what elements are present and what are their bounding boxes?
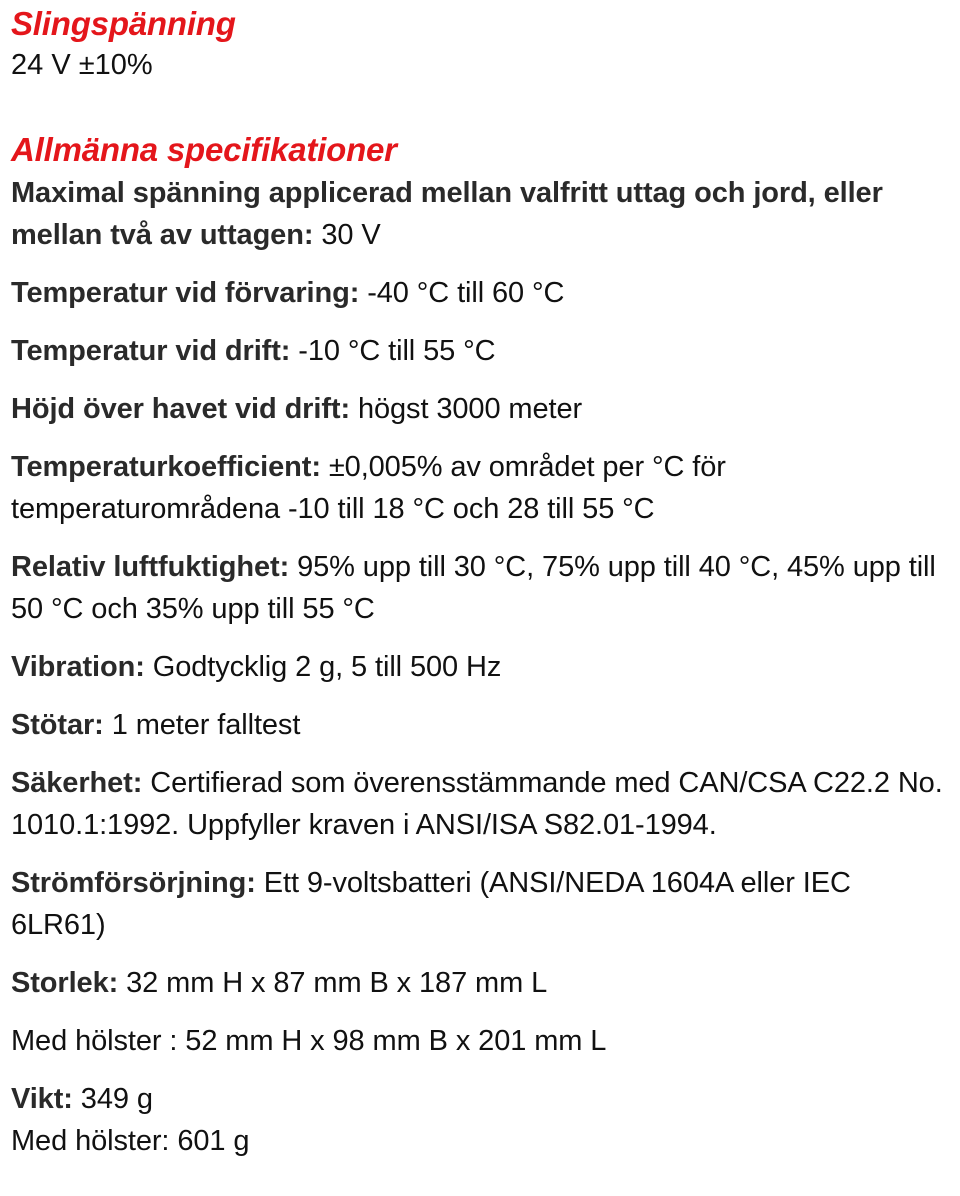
spec-temp-coefficient-label: Temperaturkoefficient: <box>11 451 321 483</box>
spec-safety-label: Säkerhet: <box>11 767 143 799</box>
spec-power-value: Ett 9-voltsbatteri (ANSI/NEDA 1604A eller IEC 6LR61) <box>11 867 851 941</box>
spec-safety <box>11 762 950 846</box>
spec-temp-coefficient-value: ±0,005% av området per °C för temperaturområdena -10 till 18 °C och 28 till 55 °C <box>11 451 726 525</box>
spec-power <box>11 862 950 946</box>
spec-humidity-value: 95% upp till 30 °C, 75% upp till 40 °C, 45% upp till 50 °C och 35% upp till 55 °C <box>11 551 936 625</box>
spec-weight-label: Vikt: <box>11 1083 73 1115</box>
spec-max-voltage-label: Maximal spänning applicerad mellan valfritt uttag och jord, eller mellan två av uttagen: <box>11 177 883 251</box>
spec-operating-temp-label: Temperatur vid drift: <box>11 335 291 367</box>
spec-operating-temp-value: -10 °C till 55 °C <box>290 335 496 367</box>
spec-shock <box>11 704 950 746</box>
spec-max-voltage <box>11 172 950 256</box>
spec-humidity <box>11 546 950 630</box>
spec-altitude-value: högst 3000 meter <box>350 393 583 425</box>
spec-shock-label: Stötar: <box>11 709 104 741</box>
spec-max-voltage-value: 30 V <box>313 219 381 251</box>
spec-altitude <box>11 388 950 430</box>
spec-vibration-value: Godtycklig 2 g, 5 till 500 Hz <box>144 651 502 683</box>
spec-storage-temp <box>11 272 950 314</box>
spec-storage-temp-label: Temperatur vid förvaring: <box>11 277 360 309</box>
general-specs-heading: Allmänna specifikationer <box>11 131 397 168</box>
spec-altitude-label: Höjd över havet vid drift: <box>11 393 350 425</box>
spec-size-holster: Med hölster : 52 mm H x 98 mm B x 201 mm L <box>11 1025 607 1057</box>
spec-weight <box>11 1078 950 1120</box>
loop-voltage-value: 24 V ±10% <box>11 49 153 81</box>
spec-weight-holster: Med hölster: 601 g <box>11 1125 250 1157</box>
loop-voltage-heading: Slingspänning <box>11 5 236 42</box>
spec-temp-coefficient <box>11 446 950 530</box>
spec-size-label: Storlek: <box>11 967 119 999</box>
spec-storage-temp-value: -40 °C till 60 °C <box>359 277 565 309</box>
spec-weight-value: 349 g <box>72 1083 153 1115</box>
spec-vibration-label: Vibration: <box>11 651 145 683</box>
spec-size-value: 32 mm H x 87 mm B x 187 mm L <box>118 967 548 999</box>
spec-power-label: Strömförsörjning: <box>11 867 256 899</box>
spec-vibration <box>11 646 950 688</box>
spec-operating-temp <box>11 330 950 372</box>
spec-shock-value: 1 meter falltest <box>103 709 301 741</box>
spec-size <box>11 962 950 1004</box>
spec-safety-value: Certifierad som överensstämmande med CAN/CSA C22.2 No. 1010.1:1992. Uppfyller kraven i ANSI/ISA S82.01-1994. <box>11 767 943 841</box>
spec-humidity-label: Relativ luftfuktighet: <box>11 551 290 583</box>
